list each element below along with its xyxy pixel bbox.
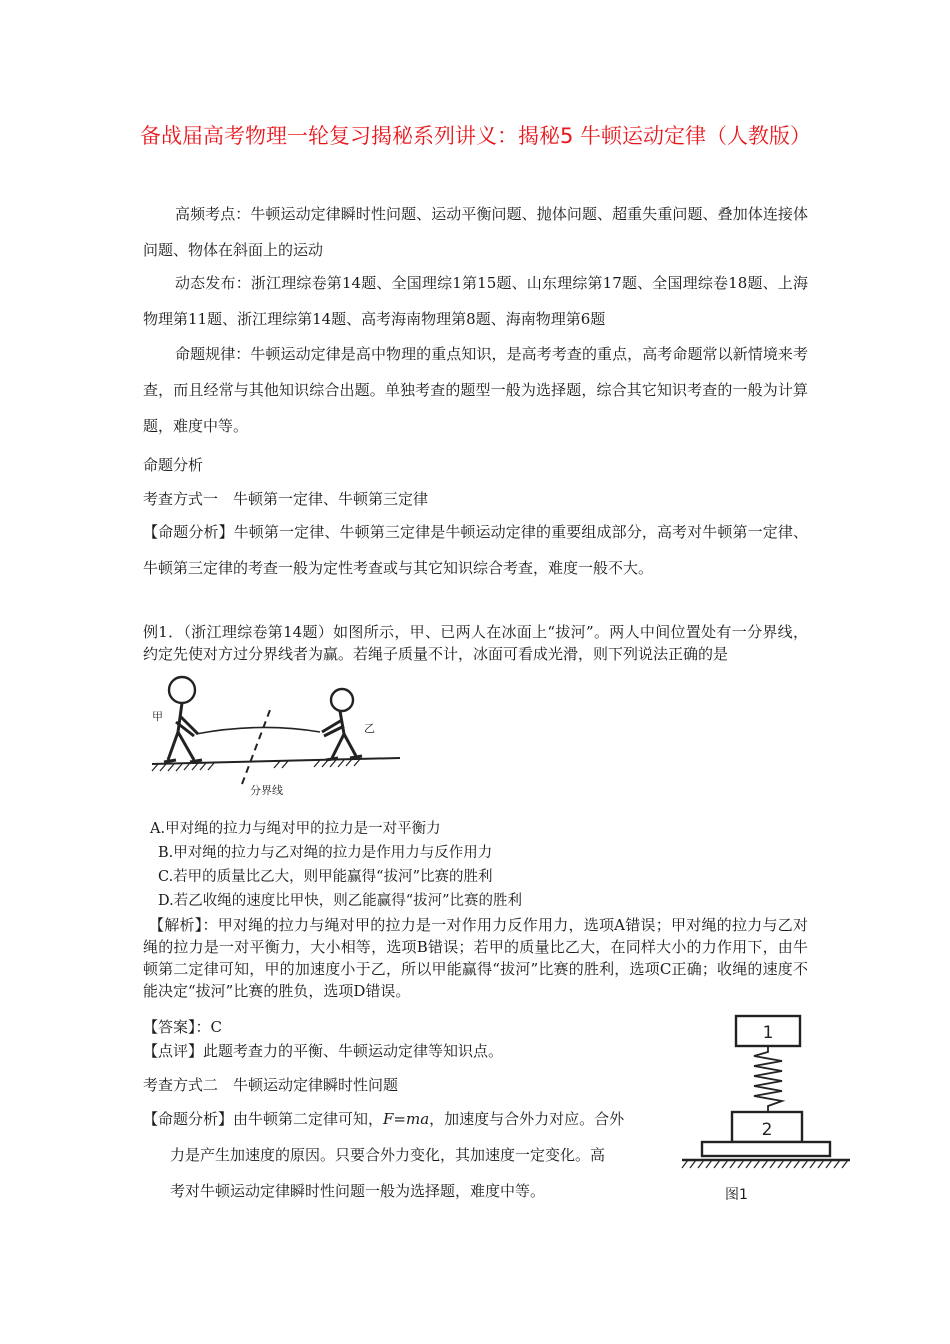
way-2-analysis-part-a: 【命题分析】由牛顿第二定律可知， <box>143 1110 384 1128</box>
document-title: 备战届高考物理一轮复习揭秘系列讲义：揭秘5 牛顿运动定律（人教版） <box>140 124 812 148</box>
spring-blocks-figure <box>680 1010 852 1175</box>
label-jia: 甲 <box>152 710 163 723</box>
option-b: B.甲对绳的拉力与乙对绳的拉力是作用力与反作用力 <box>158 845 493 861</box>
solution-explanation: 【解析】：甲对绳的拉力与绳对甲的拉力是一对作用力反作用力，选项A错误；甲对绳的拉力与乙对绳的拉力是一对平衡力，大小相等，选项B错误；若甲的质量比乙大，在同样大小的力作用下，由牛顿第二定律可知，甲的加速度小于乙，所以甲能赢得“拔河”比赛的胜利，选项C正确；收绳的速度不能决定“拔河”比赛的胜负，选项D错误。 <box>143 916 808 1000</box>
dynamic-release: 动态发布：浙江理综卷第14题、全国理综1第15题、山东理综第17题、全国理综卷18题、上海物理第11题、浙江理综第14题、高考海南物理第8题、海南物理第6题 <box>143 274 808 328</box>
answer: 【答案】：C <box>143 1018 222 1036</box>
example-1-question: 例1．（浙江理综卷第14题）如图所示，甲、已两人在冰面上“拔河”。两人中间位置处有一分界线，约定先使对方过分界线者为赢。若绳子质量不计，冰面可看成光滑，则下列说法正确的是 <box>143 623 808 663</box>
formula-f-ma: F=ma <box>383 1110 430 1128</box>
comment: 【点评】此题考查力的平衡、牛顿运动定律等知识点。 <box>143 1042 504 1060</box>
way-2-analysis-line-1 <box>143 1108 624 1130</box>
option-d: D.若乙收绳的速度比甲快，则乙能赢得“拔河”比赛的胜利 <box>158 893 523 909</box>
option-a: A.甲对绳的拉力与绳对甲的拉力是一对平衡力 <box>150 821 441 837</box>
tug-of-war-figure <box>150 672 410 804</box>
high-frequency-topics: 高频考点：牛顿运动定律瞬时性问题、运动平衡问题、抛体问题、超重失重问题、叠加体连接体问题、物体在斜面上的运动 <box>143 205 808 259</box>
label-divider: 分界线 <box>250 784 283 797</box>
way-2-analysis-part-b: ，加速度与合外力对应。合外 <box>429 1110 625 1128</box>
way-1-analysis: 【命题分析】牛顿第一定律、牛顿第三定律是牛顿运动定律的重要组成部分，高考对牛顿第一定律、牛顿第三定律的考查一般为定性考查或与其它知识综合考查，难度一般不大。 <box>143 523 808 577</box>
figure-1-caption: 图1 <box>725 1187 748 1203</box>
exam-pattern: 命题规律：牛顿运动定律是高中物理的重点知识，是高考考查的重点，高考命题常以新情境来考查，而且经常与其他知识综合出题。单独考查的题型一般为选择题，综合其它知识考查的一般为计算题，难度中等。 <box>143 345 808 435</box>
section-heading-analysis: 命题分析 <box>143 456 204 474</box>
section-heading-way-1: 考查方式一 牛顿第一定律、牛顿第三定律 <box>143 490 429 508</box>
way-2-analysis-line-3: 考对牛顿运动定律瞬时性问题一般为选择题，难度中等。 <box>170 1182 546 1200</box>
block-1-label: 1 <box>762 1023 774 1043</box>
section-heading-way-2: 考查方式二 牛顿运动定律瞬时性问题 <box>143 1076 399 1094</box>
block-2-label: 2 <box>761 1120 773 1140</box>
way-2-analysis-line-2: 力是产生加速度的原因。只要合外力变化，其加速度一定变化。高 <box>170 1146 606 1164</box>
option-c: C.若甲的质量比乙大，则甲能赢得“拔河”比赛的胜利 <box>158 869 493 885</box>
label-yi: 乙 <box>364 722 375 735</box>
